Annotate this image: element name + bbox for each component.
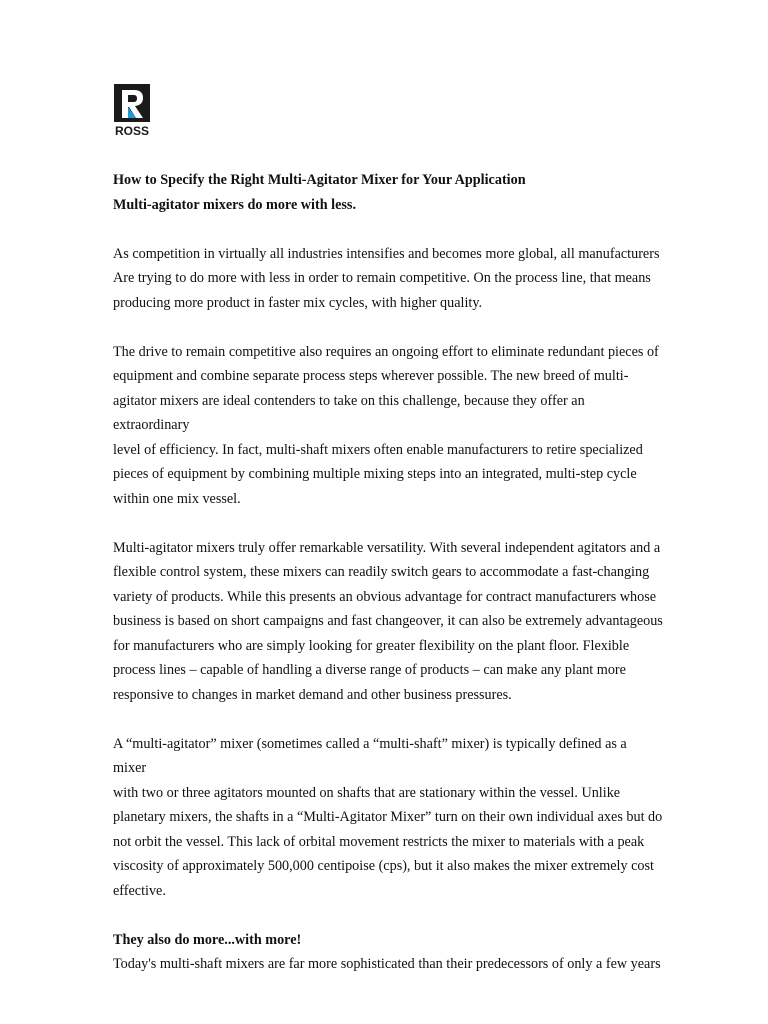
paragraph-line: Are trying to do more with less in order to remain competitive. On the process line, that means xyxy=(113,270,651,286)
paragraph-line: As competition in virtually all industries intensifies and becomes more global, all manufacturers xyxy=(113,245,660,262)
paragraph-line: pieces of equipment by combining multiple mixing steps into an integrated, multi-step cycle xyxy=(113,466,637,482)
logo-text: ROSS xyxy=(114,124,150,138)
paragraph-line: variety of products. While this presents an obvious advantage for contract manufacturers whose xyxy=(113,588,657,605)
paragraph-line: level of efficiency. In fact, multi-shaft mixers often enable manufacturers to retire specialized xyxy=(113,441,643,458)
paragraph-1 xyxy=(113,242,663,316)
paragraph-line: planetary mixers, the shafts in a “Multi-Agitator Mixer” turn on their own individual axes but do xyxy=(113,809,663,825)
paragraph-2 xyxy=(113,340,663,512)
paragraph-line: process lines – capable of handling a diverse range of products – can make any plant more xyxy=(113,662,626,678)
paragraph-line: agitator mixers are ideal contenders to take on this challenge, because they offer an extraordinary xyxy=(113,392,585,433)
paragraph-line: effective. xyxy=(113,882,166,899)
paragraph-line: producing more product in faster mix cycles, with higher quality. xyxy=(113,294,483,311)
paragraph-4 xyxy=(113,732,663,904)
paragraph-line: A “multi-agitator” mixer (sometimes called a “multi-shaft” mixer) is typically defined as a mixer xyxy=(113,735,627,776)
paragraph-line: flexible control system, these mixers can readily switch gears to accommodate a fast-changing xyxy=(113,564,650,580)
document-title: How to Specify the Right Multi-Agitator Mixer for Your Application xyxy=(113,172,526,188)
document-subtitle: Multi-agitator mixers do more with less. xyxy=(113,196,356,213)
ross-logo xyxy=(114,84,154,138)
paragraph-line: not orbit the vessel. This lack of orbital movement restricts the mixer to materials with a peak xyxy=(113,833,645,850)
paragraph-line: with two or three agitators mounted on shafts that are stationary within the vessel. Unlike xyxy=(113,784,621,801)
section-heading: They also do more...with more! xyxy=(113,931,302,948)
paragraph-line: Today's multi-shaft mixers are far more sophisticated than their predecessors of only a few years xyxy=(113,956,661,972)
paragraph-3 xyxy=(113,536,663,708)
paragraph-line: within one mix vessel. xyxy=(113,490,241,507)
paragraph-line: business is based on short campaigns and fast changeover, it can also be extremely advantageous xyxy=(113,613,663,629)
paragraph-line: for manufacturers who are simply looking for greater flexibility on the plant floor. Flexible xyxy=(113,637,630,654)
paragraph-5 xyxy=(113,952,663,977)
paragraph-line: viscosity of approximately 500,000 centipoise (cps), but it also makes the mixer extremely cost xyxy=(113,858,654,874)
document-body xyxy=(113,168,663,977)
ross-logo-mark xyxy=(114,84,154,138)
paragraph-line: Multi-agitator mixers truly offer remarkable versatility. With several independent agitators and a xyxy=(113,539,661,556)
paragraph-line: responsive to changes in market demand and other business pressures. xyxy=(113,686,512,703)
paragraph-line: equipment and combine separate process steps wherever possible. The new breed of multi- xyxy=(113,368,629,384)
paragraph-line: The drive to remain competitive also requires an ongoing effort to eliminate redundant pieces of xyxy=(113,343,659,360)
